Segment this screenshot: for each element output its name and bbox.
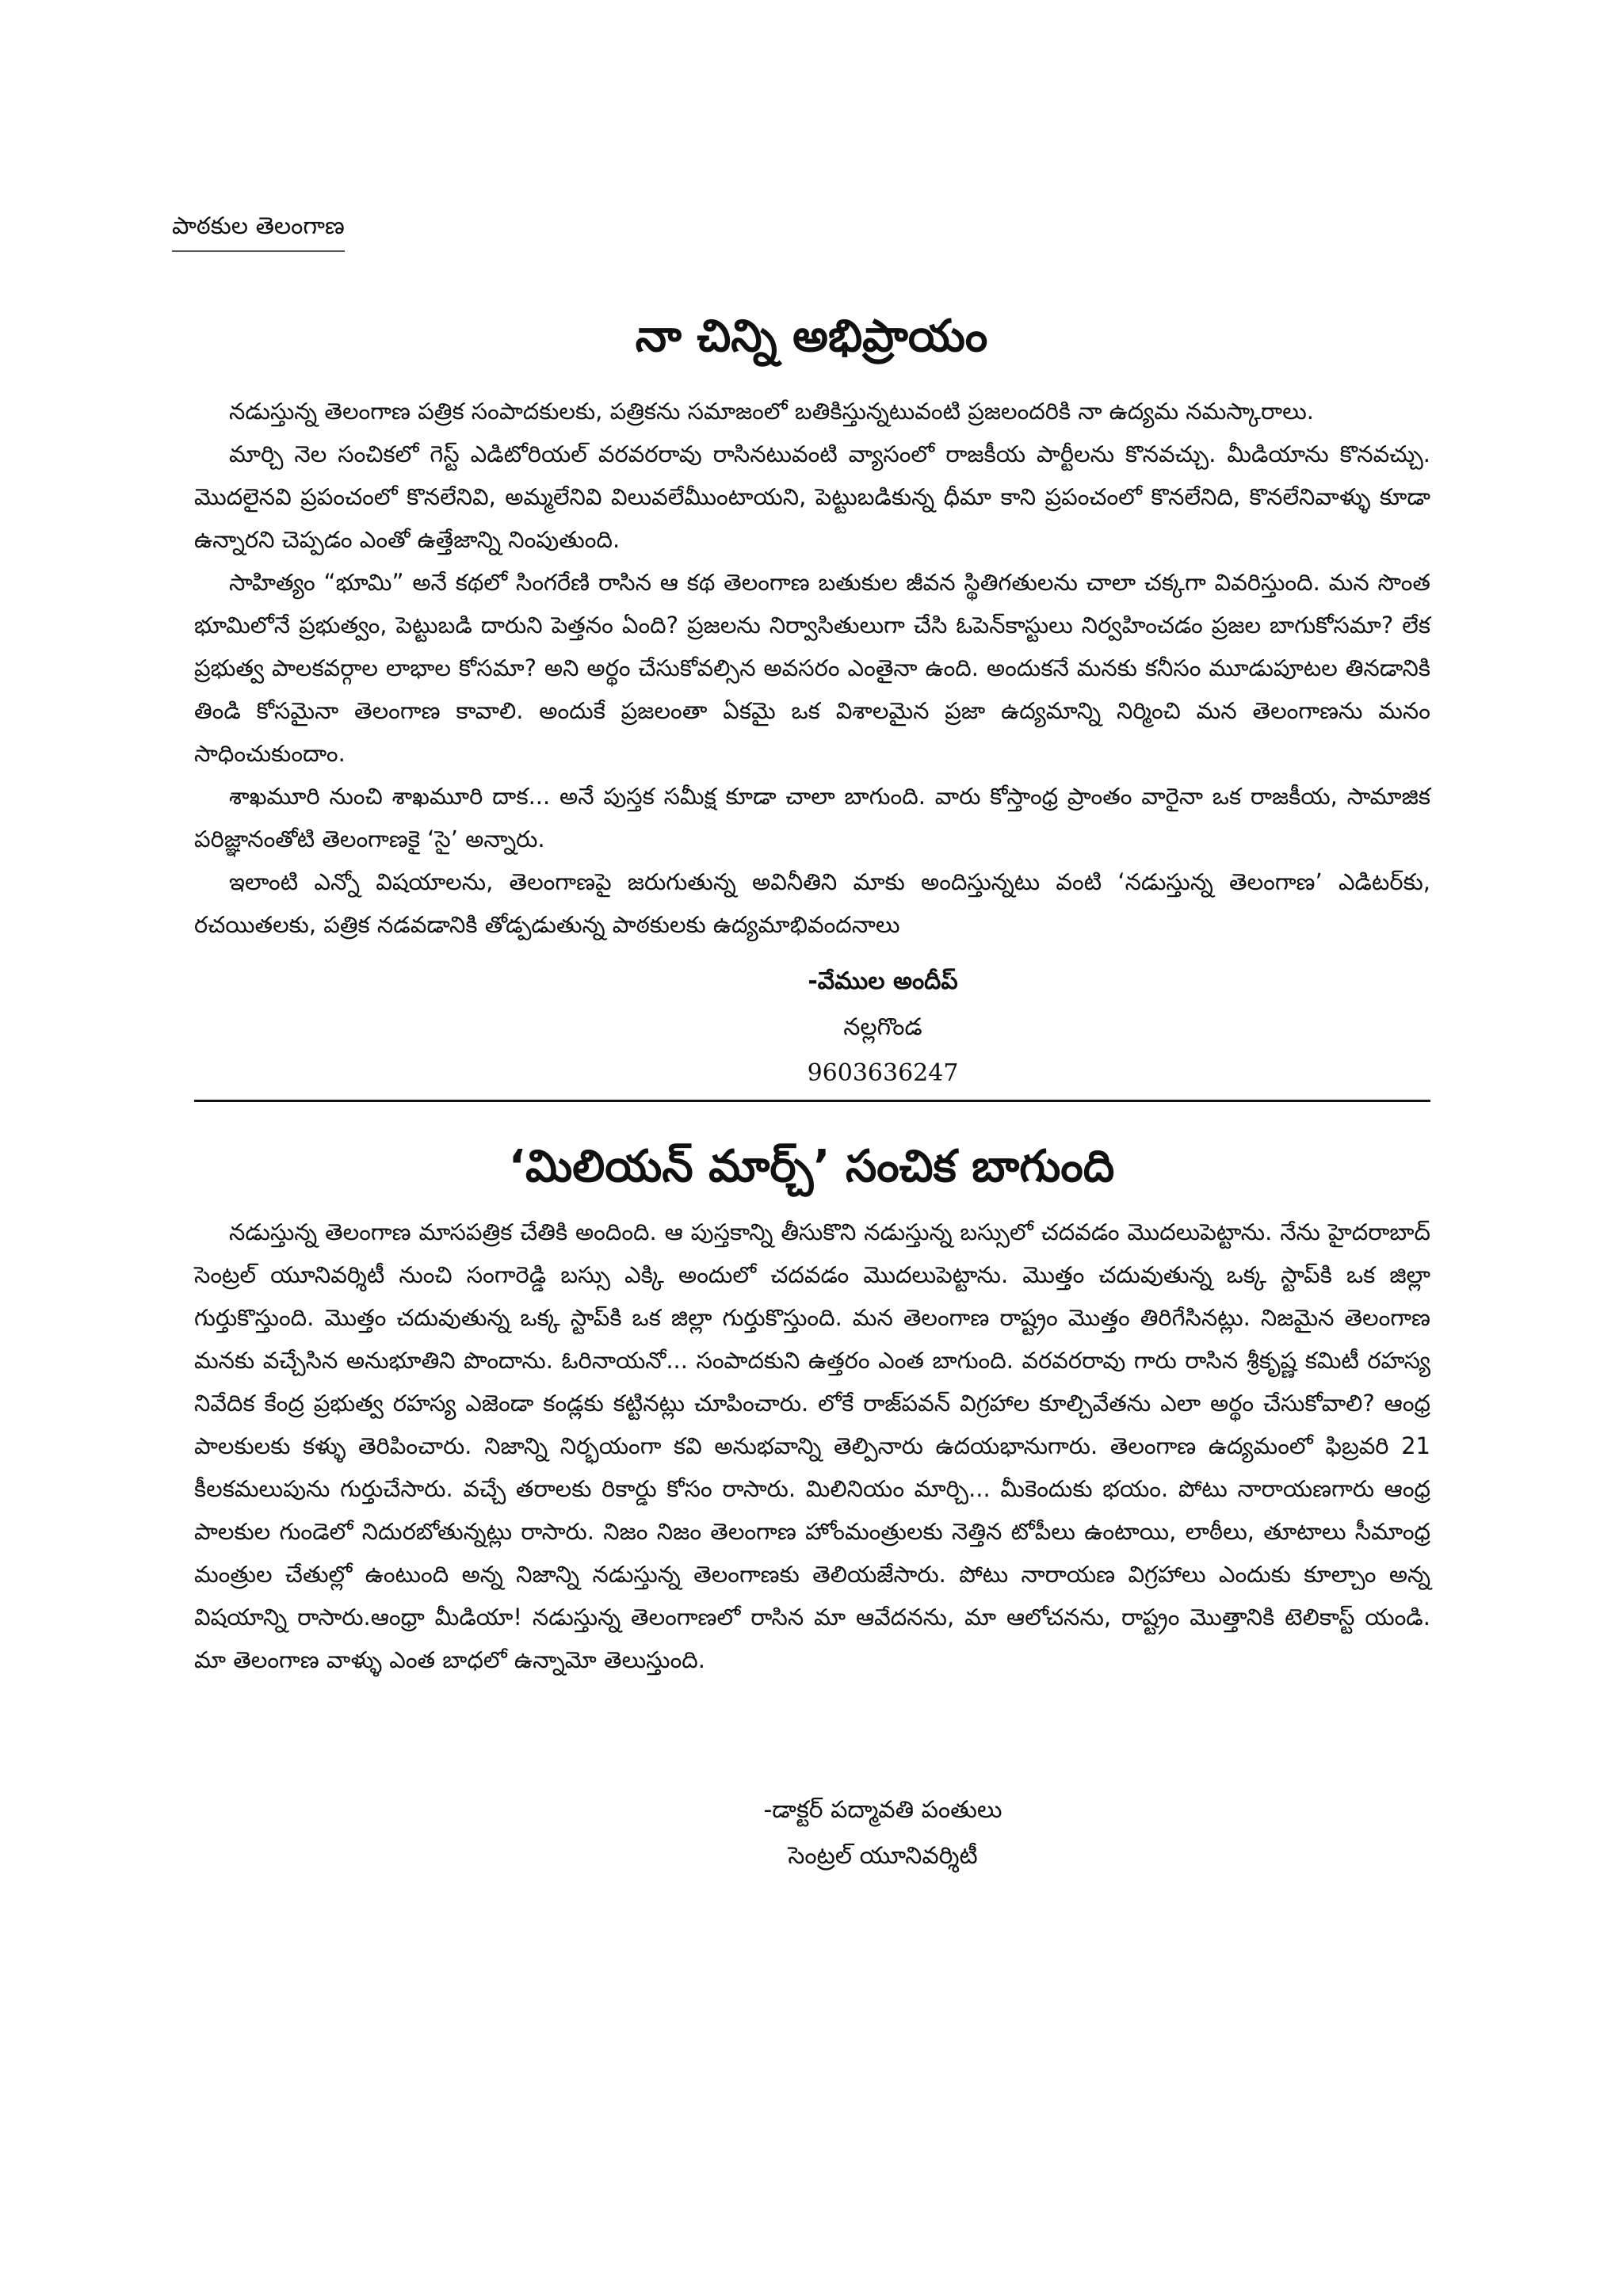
letter1-place: నల్లగొండ — [843, 1013, 922, 1041]
letter2-title: ‘మిలియన్ మార్చ్’ సంచిక బాగుంది — [508, 1141, 1115, 1192]
letter1-paragraph: ఇలాంటి ఎన్నో విషయాలను, తెలంగాణపై జరుగుతున్న అవినీతిని మాకు అందిస్తున్నటు వంటి ‘నడుస్తున్న తెలంగాణ’ ఎడిటర్‌కు, రచయితలకు, పత్రిక నడవడానికి తోడ్పడుతున్న పాఠకులకు ఉద్యమాభివందనాలు — [194, 868, 1430, 938]
letter2-place: సెంట్రల్ యూనివర్శిటీ — [788, 1842, 978, 1870]
letter1-paragraph: నడుస్తున్న తెలంగాణ పత్రిక సంపాదకులకు, పత్రికను సమాజంలో బతికిస్తున్నటువంటి ప్రజలందరికి నా ఉద్యమ నమస్కారాలు. — [229, 398, 1314, 425]
letter1-paragraph: శాఖమూరి నుంచి శాఖమూరి దాక... అనే పుస్తక సమీక్ష కూడా చాలా బాగుంది. వారు కోస్తాంధ్ర ప్రాంతం వారైనా ఒక రాజకీయ, సామాజిక పరిజ్ఞానంతోటి తెలంగాణకై ‘సై’ అన్నారు. — [194, 783, 1430, 852]
letter1-paragraph: సాహిత్యం “భూమి” అనే కథలో సింగరేణి రాసిన ఆ కథ తెలంగాణ బతుకుల జీవన స్థితిగతులను చాలా చక్కగా వివరిస్తుంది. మన సొంత భూమిలోనే ప్రభుత్వం, పెట్టుబడి దారుని పెత్తనం ఏంది? ప్రజలను నిర్వాసితులుగా చేసి ఓపెన్‌కాస్టులు నిర్వహించడం ప్రజల బాగుకోసమా? లేక ప్రభుత్వ పాలకవర్గాల లాభాల కోసమా? అని అర్థం చేసుకోవల్సిన అవసరం ఎంతైనా ఉంది. అందుకనే మనకు కనీసం మూడుపూటల తినడానికి తిండి కోసమైనా తెలంగాణ కావాలి. అందుకే ప్రజలంతా ఏకమై ఒక విశాలమైన ప్రజా ఉద్యమాన్ని నిర్మించి మన తెలంగాణను మనం సాధించుకుందాం. — [194, 569, 1430, 767]
letter2-paragraph: నడుస్తున్న తెలంగాణ మాసపత్రిక చేతికి అందింది. ఆ పుస్తకాన్ని తీసుకొని నడుస్తున్న బస్సులో చదవడం మొదలుపెట్టాను. నేను హైదరాబాద్ సెంట్రల్ యూనివర్శిటీ నుంచి సంగారెడ్డి బస్సు ఎక్కి అందులో చదవడం మొదలుపెట్టాను. మొత్తం చదువుతున్న ఒక్క స్టాప్‌కి ఒక జిల్లా గుర్తుకొస్తుంది. మొత్తం చదువుతున్న ఒక్క స్టాప్‌కి ఒక జిల్లా గుర్తుకొస్తుంది. మన తెలంగాణ రాష్ట్రం మొత్తం తిరిగేసినట్లు. నిజమైన తెలంగాణ మనకు వచ్చేసిన అనుభూతిని పొందాను. ఓరినాయనో... సంపాదకుని ఉత్తరం ఎంత బాగుంది. వరవరరావు గారు రాసిన శ్రీకృష్ణ కమిటీ రహస్య నివేదిక కేంద్ర ప్రభుత్వ రహస్య ఎజెండా కండ్లకు కట్టినట్లు చూపించారు. లోకే రాజ్‌పవన్ విగ్రహాల కూల్చివేతను ఎలా అర్థం చేసుకోవాలి? ఆంధ్ర పాలకులకు కళ్ళు తెరిపించారు. నిజాన్ని నిర్భయంగా కవి అనుభవాన్ని తెల్పినారు ఉదయభానుగారు. తెలంగాణ ఉద్యమంలో ఫిబ్రవరి 21 కీలకమలుపును గుర్తుచేసారు. వచ్చే తరాలకు రికార్డు కోసం రాసారు. మిలినియం మార్చి... మీకెందుకు భయం. పోటు నారాయణగారు ఆంధ్ర పాలకుల గుండెలో నిదురబోతున్నట్లు రాసారు. నిజం నిజం తెలంగాణ హోంమంత్రులకు నెత్తిన టోపీలు ఉంటాయి, లాఠీలు, తూటాలు సీమాంధ్ర మంత్రుల చేతుల్లో ఉంటుంది అన్న నిజాన్ని నడుస్తున్న తెలంగాణకు తెలియజేసారు. పోటు నారాయణ విగ్రహాలు ఎందుకు కూల్చాం అన్న విషయాన్ని రాసారు.ఆంధ్రా మీడియా! నడుస్తున్న తెలంగాణలో రాసిన మా ఆవేదనను, మా ఆలోచనను, రాష్ట్రం మొత్తానికి టెలికాస్ట్ యండి. మా తెలంగాణ వాళ్ళు ఎంత బాధలో ఉన్నామో తెలుస్తుంది. — [194, 1219, 1430, 1673]
letter1-paragraph: మార్చి నెల సంచికలో గెస్ట్ ఎడిటోరియల్ వరవరరావు రాసినటువంటి వ్యాసంలో రాజకీయ పార్టీలను కొనవచ్చు. మీడియాను కొనవచ్చు. మొదలైనవి ప్రపంచంలో కొనలేనివి, అమ్మలేనివి విలువలేమీుంటాయని, పెట్టుబడికున్న ధీమా కాని ప్రపంచంలో కొనలేనిది, కొనలేనివాళ్ళు కూడా ఉన్నారని చెప్పడం ఎంతో ఉత్తేజాన్ని నింపుతుంది. — [194, 441, 1430, 553]
letter1-phone: 9603636247 — [807, 1059, 959, 1087]
section-label: పాఠకుల తెలంగాణ — [172, 212, 345, 252]
letter1-signature — [71, 959, 1623, 1097]
letter2-body — [194, 1211, 1430, 1681]
letter1-author: -వేముల అందీప్ — [808, 967, 958, 995]
letter1-title: నా చిన్ని అభిప్రాయం — [635, 311, 988, 362]
letter2-author: -డాక్టర్ పద్మావతి పంతులు — [763, 1796, 1002, 1824]
letter2-signature — [71, 1787, 1623, 1879]
letter1-body — [194, 390, 1430, 946]
section-divider — [194, 1100, 1430, 1102]
